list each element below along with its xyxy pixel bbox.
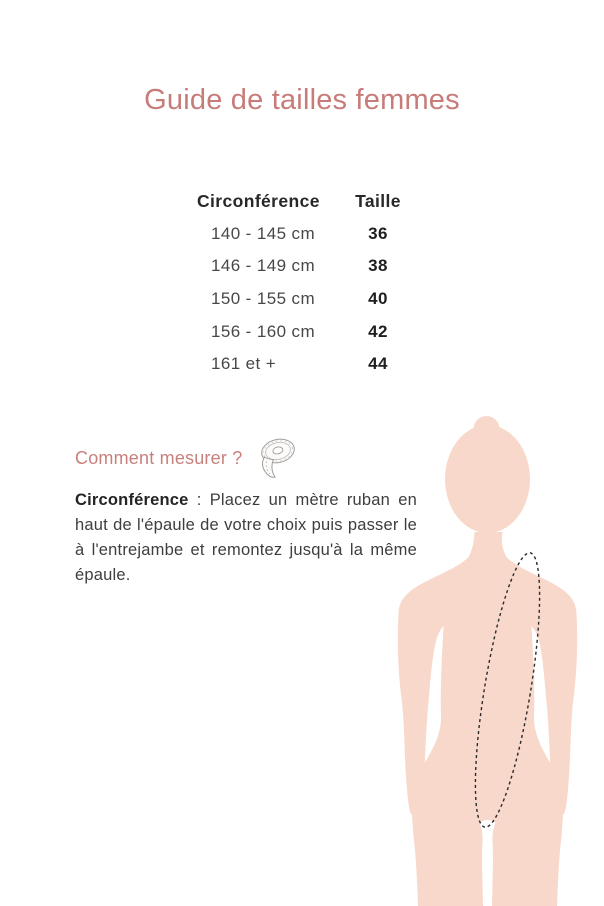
body — [398, 532, 577, 906]
circumference-cell: 156 - 160 cm — [211, 321, 316, 341]
measure-description: : Placez un mètre ruban en haut de l'épaule de votre choix puis passer le à l'entrejambe et remontez jusqu'à la même épaule. — [75, 491, 417, 584]
woman-body-silhouette — [370, 400, 604, 906]
measure-instructions — [75, 488, 417, 588]
circumference-cell: 140 - 145 cm — [211, 223, 316, 243]
circumference-cell: 150 - 155 cm — [211, 289, 316, 309]
table-header-circumference: Circonférence — [197, 190, 320, 211]
size-cell: 38 — [368, 256, 388, 276]
measuring-tape-icon — [251, 434, 301, 482]
size-cell: 44 — [368, 354, 388, 374]
measure-term: Circonférence — [75, 491, 189, 509]
table-row — [197, 283, 409, 316]
page-title: Guide de tailles femmes — [144, 84, 460, 116]
table-row — [197, 218, 409, 251]
circumference-cell: 161 et + — [211, 354, 277, 374]
head — [445, 425, 530, 533]
table-row — [197, 315, 409, 348]
size-table — [197, 185, 409, 381]
size-cell: 36 — [368, 223, 388, 243]
table-header-size: Taille — [355, 190, 401, 211]
table-header-row — [197, 185, 409, 218]
size-cell: 40 — [368, 289, 388, 309]
table-row — [197, 250, 409, 283]
table-row — [197, 348, 409, 381]
circumference-cell: 146 - 149 cm — [211, 256, 316, 276]
size-cell: 42 — [368, 321, 388, 341]
how-to-measure-heading: Comment mesurer ? — [75, 448, 243, 468]
